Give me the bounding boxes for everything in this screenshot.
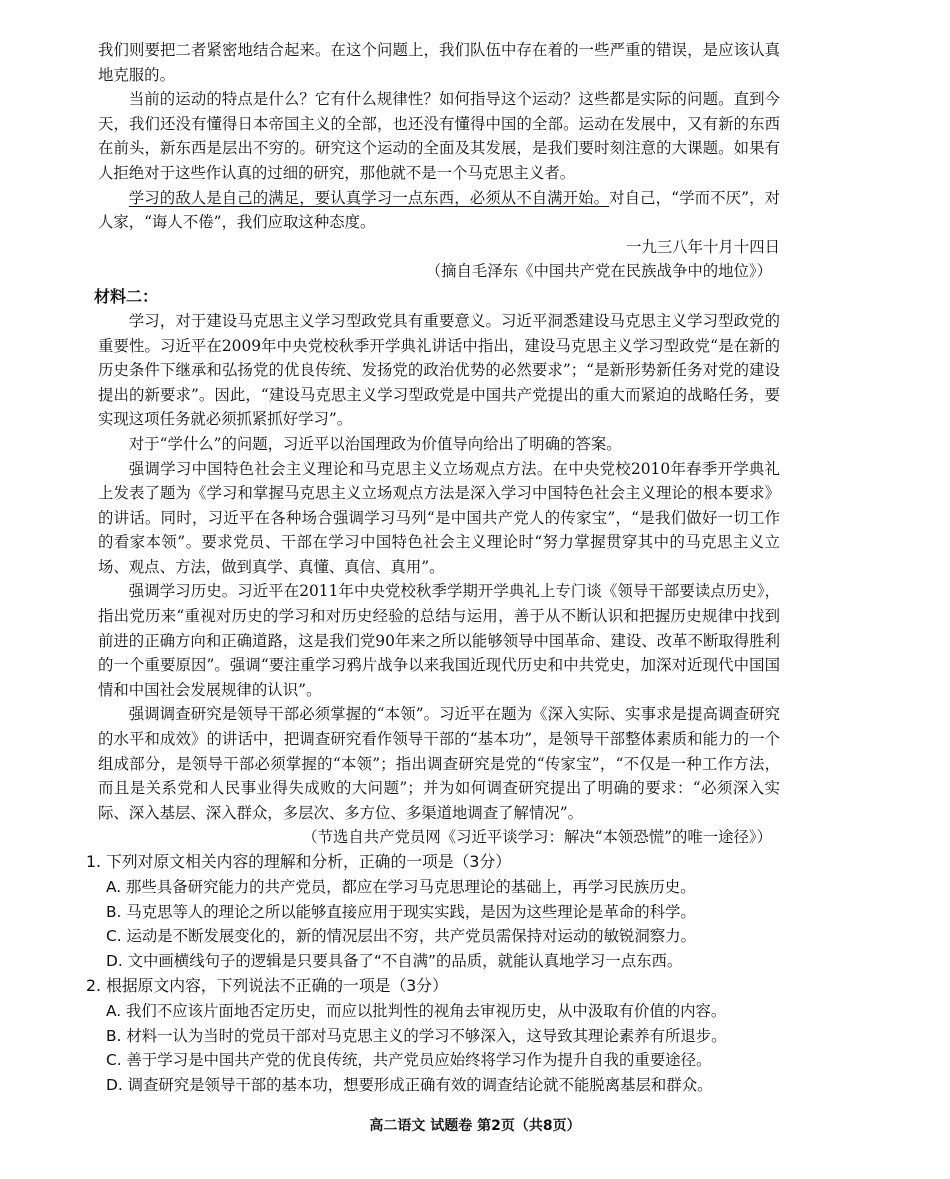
question-2-option-d: D. 调查研究是领导干部的基本功，想要形成正确有效的调查结论就不能脱离基层和群众。 (106, 1076, 713, 1095)
question-1-stem: 1. 下列对原文相关内容的理解和分析，正确的一项是（3分） (86, 852, 512, 871)
question-2 (86, 974, 780, 1098)
material1-source: （摘自毛泽东《中国共产党在民族战争中的地位》） (425, 262, 772, 281)
material2-paragraph-4: 强调学习历史。习近平在2011年中央党校秋季学期开学典礼上专门谈《领导干部要读点历史》，指出党历来“重视对历史的学习和对历史经验的总结与运用，善于从不断认识和把握历史规律中找到前进的正确方向和正确道路，这是我们党90年来之所以能够领导中国革命、建设、改革不断取得胜利的一个重要原因”。强调“要注重学习鸦片战争以来我国近现代历史和中共党史，加深对近现代中国国情和中国社会发展规律的认识”。 (98, 582, 780, 699)
material2-paragraph-5: 强调调查研究是领导干部必须掌握的“本领”。习近平在题为《深入实际、实事求是提高调查研究的水平和成效》的讲话中，把调查研究看作领导干部的“基本功”，是领导干部整体素质和能力的一个组成部分，是领导干部必须掌握的“本领”；指出调查研究是党的“传家宝”，“不仅是一种工作方法，而且是关系党和人民事业得失成败的大问题”；并为如何调查研究提出了明确的要求：“必须深入实际、深入基层、深入群众，多层次、多方位、多渠道地调查了解情况”。 (98, 705, 780, 822)
page-content (86, 38, 780, 1098)
question-2-option-a: A. 我们不应该片面地否定历史，而应以批判性的视角去审视历史，从中汲取有价值的内容。 (106, 1001, 727, 1020)
material2-source: （节选自共产党员网《习近平谈学习：解决“本领恐慌”的唯一途径》） (302, 828, 772, 847)
question-1-option-d: D. 文中画横线句子的逻辑是只要具备了“不自满”的品质，就能认真地学习一点东西。 (106, 952, 683, 971)
question-1-option-b: B. 马克思等人的理论之所以能够直接应用于现实实践，是因为这些理论是革命的科学。 (106, 902, 696, 921)
question-1-option-c: C. 运动是不断发展变化的，新的情况层出不穷，共产党员需保持对运动的敏锐洞察力。 (106, 927, 696, 946)
material2-heading: 材料二： (94, 286, 159, 306)
material2-paragraph-1: 学习，对于建设马克思主义学习型政党具有重要意义。习近平洞悉建设马克思主义学习型政党的重要性。习近平在2009年中央党校秋季开学典礼讲话中指出，建设马克思主义学习型政党“是在新的历史条件下继承和弘扬党的优良传统、发扬党的政治优势的必然要求”；“是新形势新任务对党的建设提出的新要求”。因此，“建设马克思主义学习型政党是中国共产党提出的重大而紧迫的战略任务，要实现这项任务就必须抓紧抓好学习”。 (98, 311, 780, 429)
underlined-sentence: 学习的敌人是自己的满足，要认真学习一点东西，必须从不自满开始。 (128, 188, 610, 207)
questions (86, 850, 780, 1098)
material1-paragraph-2: 当前的运动的特点是什么？它有什么规律性？如何指导这个运动？这些都是实际的问题。直到今天，我们还没有懂得日本帝国主义的全部，也还没有懂得中国的全部。运动在发展中，又有新的东西在前头，新东西是层出不穷的。研究这个运动的全面及其发展，是我们要时刻注意的大课题。如果有人拒绝对于这些作认真的过细的研究，那他就不是一个马克思主义者。 (98, 90, 780, 182)
question-2-stem: 2. 根据原文内容，下列说法不正确的一项是（3分） (86, 975, 448, 995)
material1-paragraph-3 (98, 186, 780, 235)
material1-date: 一九三八年十月十四日 (626, 237, 780, 256)
material1-paragraph-3-rest: 对自己，“学而不厌”，对人家，“诲人不倦”，我们应取这种态度。 (98, 188, 780, 232)
question-2-option-b: B. 材料一认为当时的党员干部对马克思主义的学习不够深入，这导致其理论素养有所退步。 (106, 1026, 727, 1045)
material2-paragraph-3: 强调学习中国特色社会主义理论和马克思主义立场观点方法。在中央党校2010年春季开学典礼上发表了题为《学习和掌握马克思主义立场观点方法是深入学习中国特色社会主义理论的根本要求》的讲话。同时，习近平在各种场合强调学习马列“是中国共产党人的传家宝”，“是我们做好一切工作的看家本领”。要求党员、干部在学习中国特色社会主义理论时“努力掌握贯穿其中的马克思主义立场、观点、方法，做到真学、真懂、真信、真用”。 (98, 459, 780, 576)
material2-paragraph-2: 对于“学什么”的问题，习近平以治国理政为价值导向给出了明确的答案。 (128, 434, 622, 453)
question-1 (86, 850, 780, 974)
question-1-option-a: A. 那些具备研究能力的共产党员，都应在学习马克思理论的基础上，再学习民族历史。 (106, 877, 696, 896)
page-footer: 高二语文 试题卷 第2页（共8页） (369, 1118, 581, 1134)
question-2-option-c: C. 善于学习是中国共产党的优良传统，共产党员应始终将学习作为提升自我的重要途径。 (106, 1051, 712, 1070)
material1-paragraph-1: 我们则要把二者紧密地结合起来。在这个问题上，我们队伍中存在着的一些严重的错误，是应该认真地克服的。 (98, 41, 780, 84)
